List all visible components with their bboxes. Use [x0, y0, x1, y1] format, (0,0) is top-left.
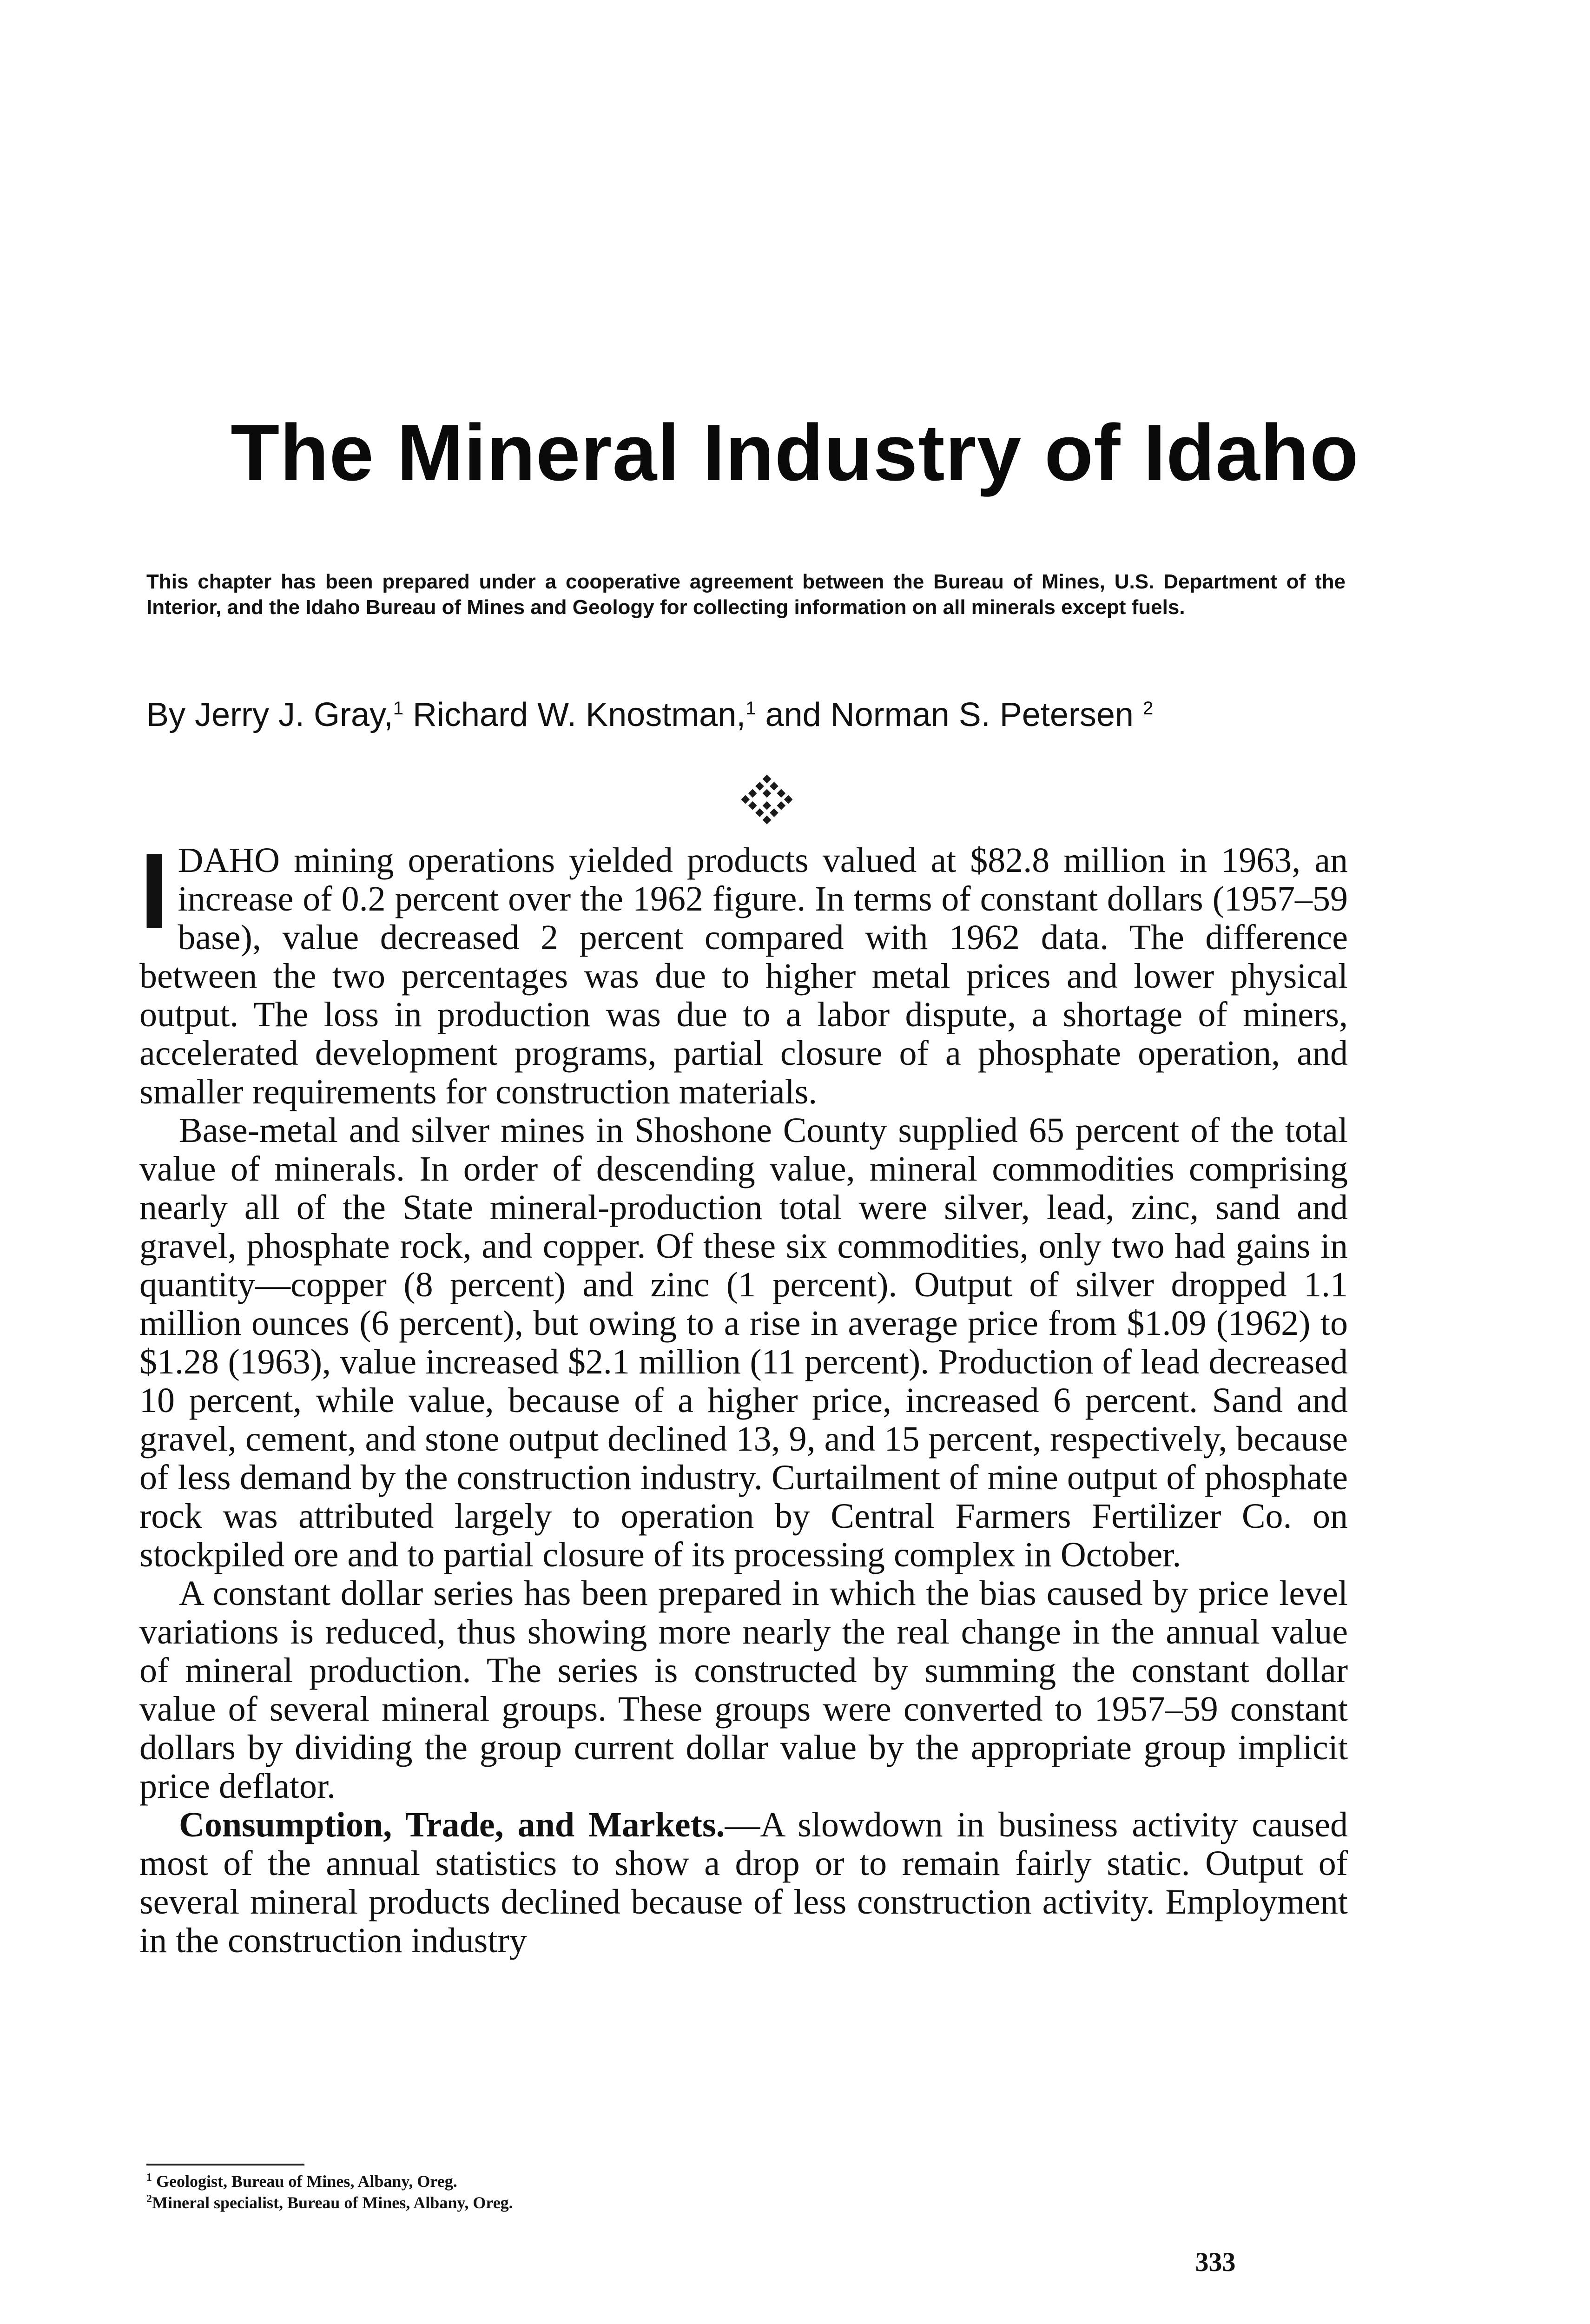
- footnote-mark-2: 2: [1142, 698, 1154, 719]
- author-petersen: Norman S. Petersen: [830, 696, 1134, 733]
- paragraph-3: A constant dollar series has been prepared in which the bias caused by price level variations is reduced, thus showing more nearly the real change in the annual value of mineral production. The series is constructed by summing the constant dollar value of several mineral groups. These groups were converted to 1957–59 constant dollars by dividing the group current dollar value by the appropriate group implicit price deflator.: [139, 1574, 1348, 1806]
- footnote-1-text: Geologist, Bureau of Mines, Albany, Oreg.: [152, 2172, 457, 2191]
- author-knostman: Richard W. Knostman,: [403, 696, 746, 733]
- footnote-2-text: Mineral specialist, Bureau of Mines, Albany, Oreg.: [152, 2193, 513, 2212]
- section-run-in-heading: Consumption, Trade, and Markets.: [179, 1805, 725, 1844]
- footnotes: [146, 2171, 1076, 2213]
- footnote-2: [146, 2192, 1076, 2213]
- chapter-note: This chapter has been prepared under a cooperative agreement between the Bureau of Mines, U.S. Department of the Interior, and the Idaho Bureau of Mines and Geology for collecting information on all minerals except fuels.: [146, 570, 1346, 619]
- paragraph-2: Base-metal and silver mines in Shoshone County supplied 65 percent of the total value of minerals. In order of descending value, mineral commodities comprising nearly all of the State mineral-production total were silver, lead, zinc, sand and gravel, phosphate rock, and copper. Of these six commodities, only two had gains in quantity—copper (8 percent) and zinc (1 percent). Output of silver dropped 1.1 million ounces (6 percent), but owing to a rise in average price from $1.09 (1962) to $1.28 (1963), value increased $2.1 million (11 percent). Production of lead decreased 10 percent, while value, because of a higher price, increased 6 percent. Sand and gravel, cement, and stone output declined 13, 9, and 15 percent, respectively, because of less demand by the construction industry. Curtailment of mine output of phosphate rock was attributed largely to operation by Central Farmers Fertilizer Co. on stockpiled ore and to partial closure of its processing complex in October.: [139, 1111, 1348, 1574]
- byline-prefix: By: [146, 696, 195, 733]
- paragraph-1-text: DAHO mining operations yielded products valued at $82.8 million in 1963, an increase of 0.2 percent over the 1962 figure. In terms of constant dollars (1957–59 base), value decreased 2 percent compared with 1962 data. The difference between the two percentages was due to higher metal prices and lower physical output. The loss in production was due to a labor dispute, a shortage of miners, accelerated development programs, partial closure of a phosphate operation, and smaller requirements for construction materials.: [139, 841, 1348, 1111]
- author-gray: Jerry J. Gray,: [195, 696, 393, 733]
- paragraph-4: [139, 1806, 1348, 1960]
- paragraph-1: [139, 831, 1348, 1111]
- byline-joiner: and: [756, 696, 831, 733]
- footnote-mark-1: 1: [393, 698, 403, 719]
- footnote-2-mark: 2: [146, 2193, 152, 2205]
- chapter-title: The Mineral Industry of Idaho: [231, 408, 1359, 497]
- footnote-1-mark: 1: [146, 2172, 152, 2184]
- footnote-1: [146, 2171, 1076, 2192]
- article-body: [139, 831, 1348, 1960]
- drop-cap: I: [139, 831, 170, 951]
- page-number: 333: [1195, 2247, 1236, 2277]
- diamond-ornament-icon: [741, 774, 792, 825]
- byline: [146, 695, 1364, 735]
- footnote-mark-1b: 1: [746, 698, 756, 719]
- paragraph-4-text: —A slowdown in business activity caused most of the annual statistics to show a drop or to remain fairly static. Output of several mineral products declined because of less construction activity. Employment in the construction industry: [139, 1805, 1348, 1960]
- footnote-divider: [146, 2164, 304, 2166]
